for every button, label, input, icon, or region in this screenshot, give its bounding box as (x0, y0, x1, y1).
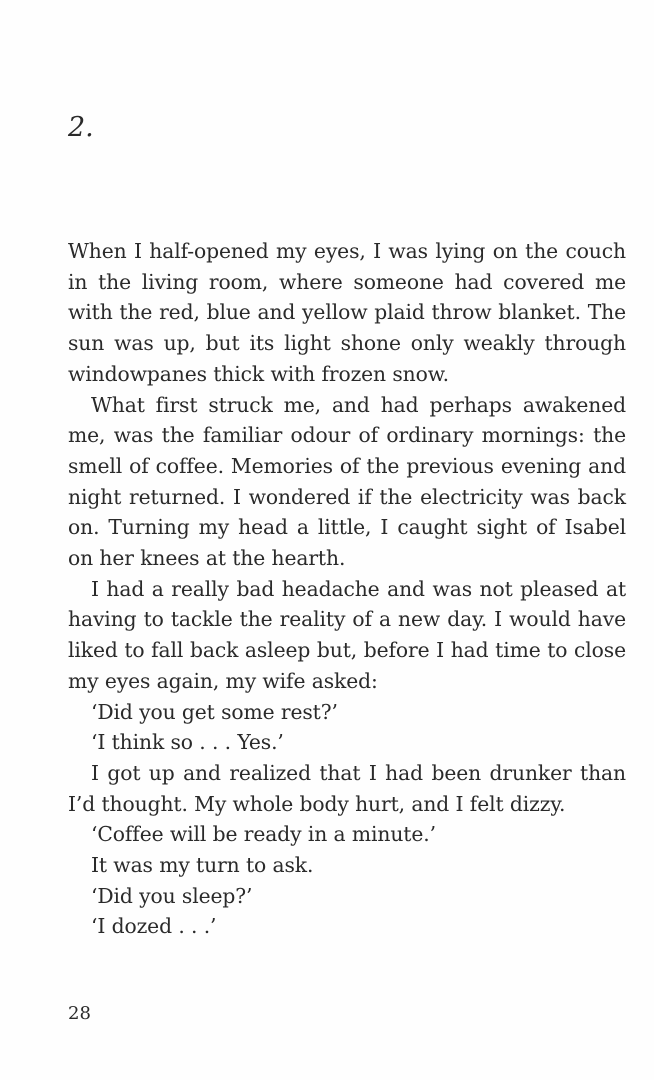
dialogue-line: ‘Did you get some rest?’ (91, 699, 338, 724)
dialogue-line: ‘I dozed . . .’ (91, 914, 217, 939)
paragraph: It was my turn to ask. (91, 853, 314, 878)
dialogue-line: ‘Coffee will be ready in a minute.’ (91, 822, 436, 847)
dialogue-line: ‘Did you sleep?’ (91, 883, 253, 908)
paragraph: I had a really bad headache and was not pleased at having to tackle the reality of a new day. I would have liked to fall back asleep but, before I had time to close my eyes again, my wife asked: (68, 576, 626, 693)
chapter-number: 2. (68, 112, 94, 143)
paragraph: What first struck me, and had perhaps awakened me, was the familiar odour of ordinary mornings: the smell of coffee. Memories of the previous evening and night returned. I wondered if the electricity was back on. Turning my head a little, I caught sight of Isabel on her knees at the hearth. (68, 392, 626, 571)
dialogue-line: ‘I think so . . . Yes.’ (91, 730, 284, 755)
chapter-body (68, 236, 626, 942)
page-number: 28 (68, 1003, 91, 1024)
paragraph: I got up and realized that I had been drunker than I’d thought. My whole body hurt, and I felt dizzy. (68, 760, 626, 816)
paragraph: When I half-opened my eyes, I was lying on the couch in the living room, where someone had covered me with the red, blue and yellow plaid throw blanket. The sun was up, but its light shone only weakly through windowpanes thick with frozen snow. (68, 239, 626, 386)
